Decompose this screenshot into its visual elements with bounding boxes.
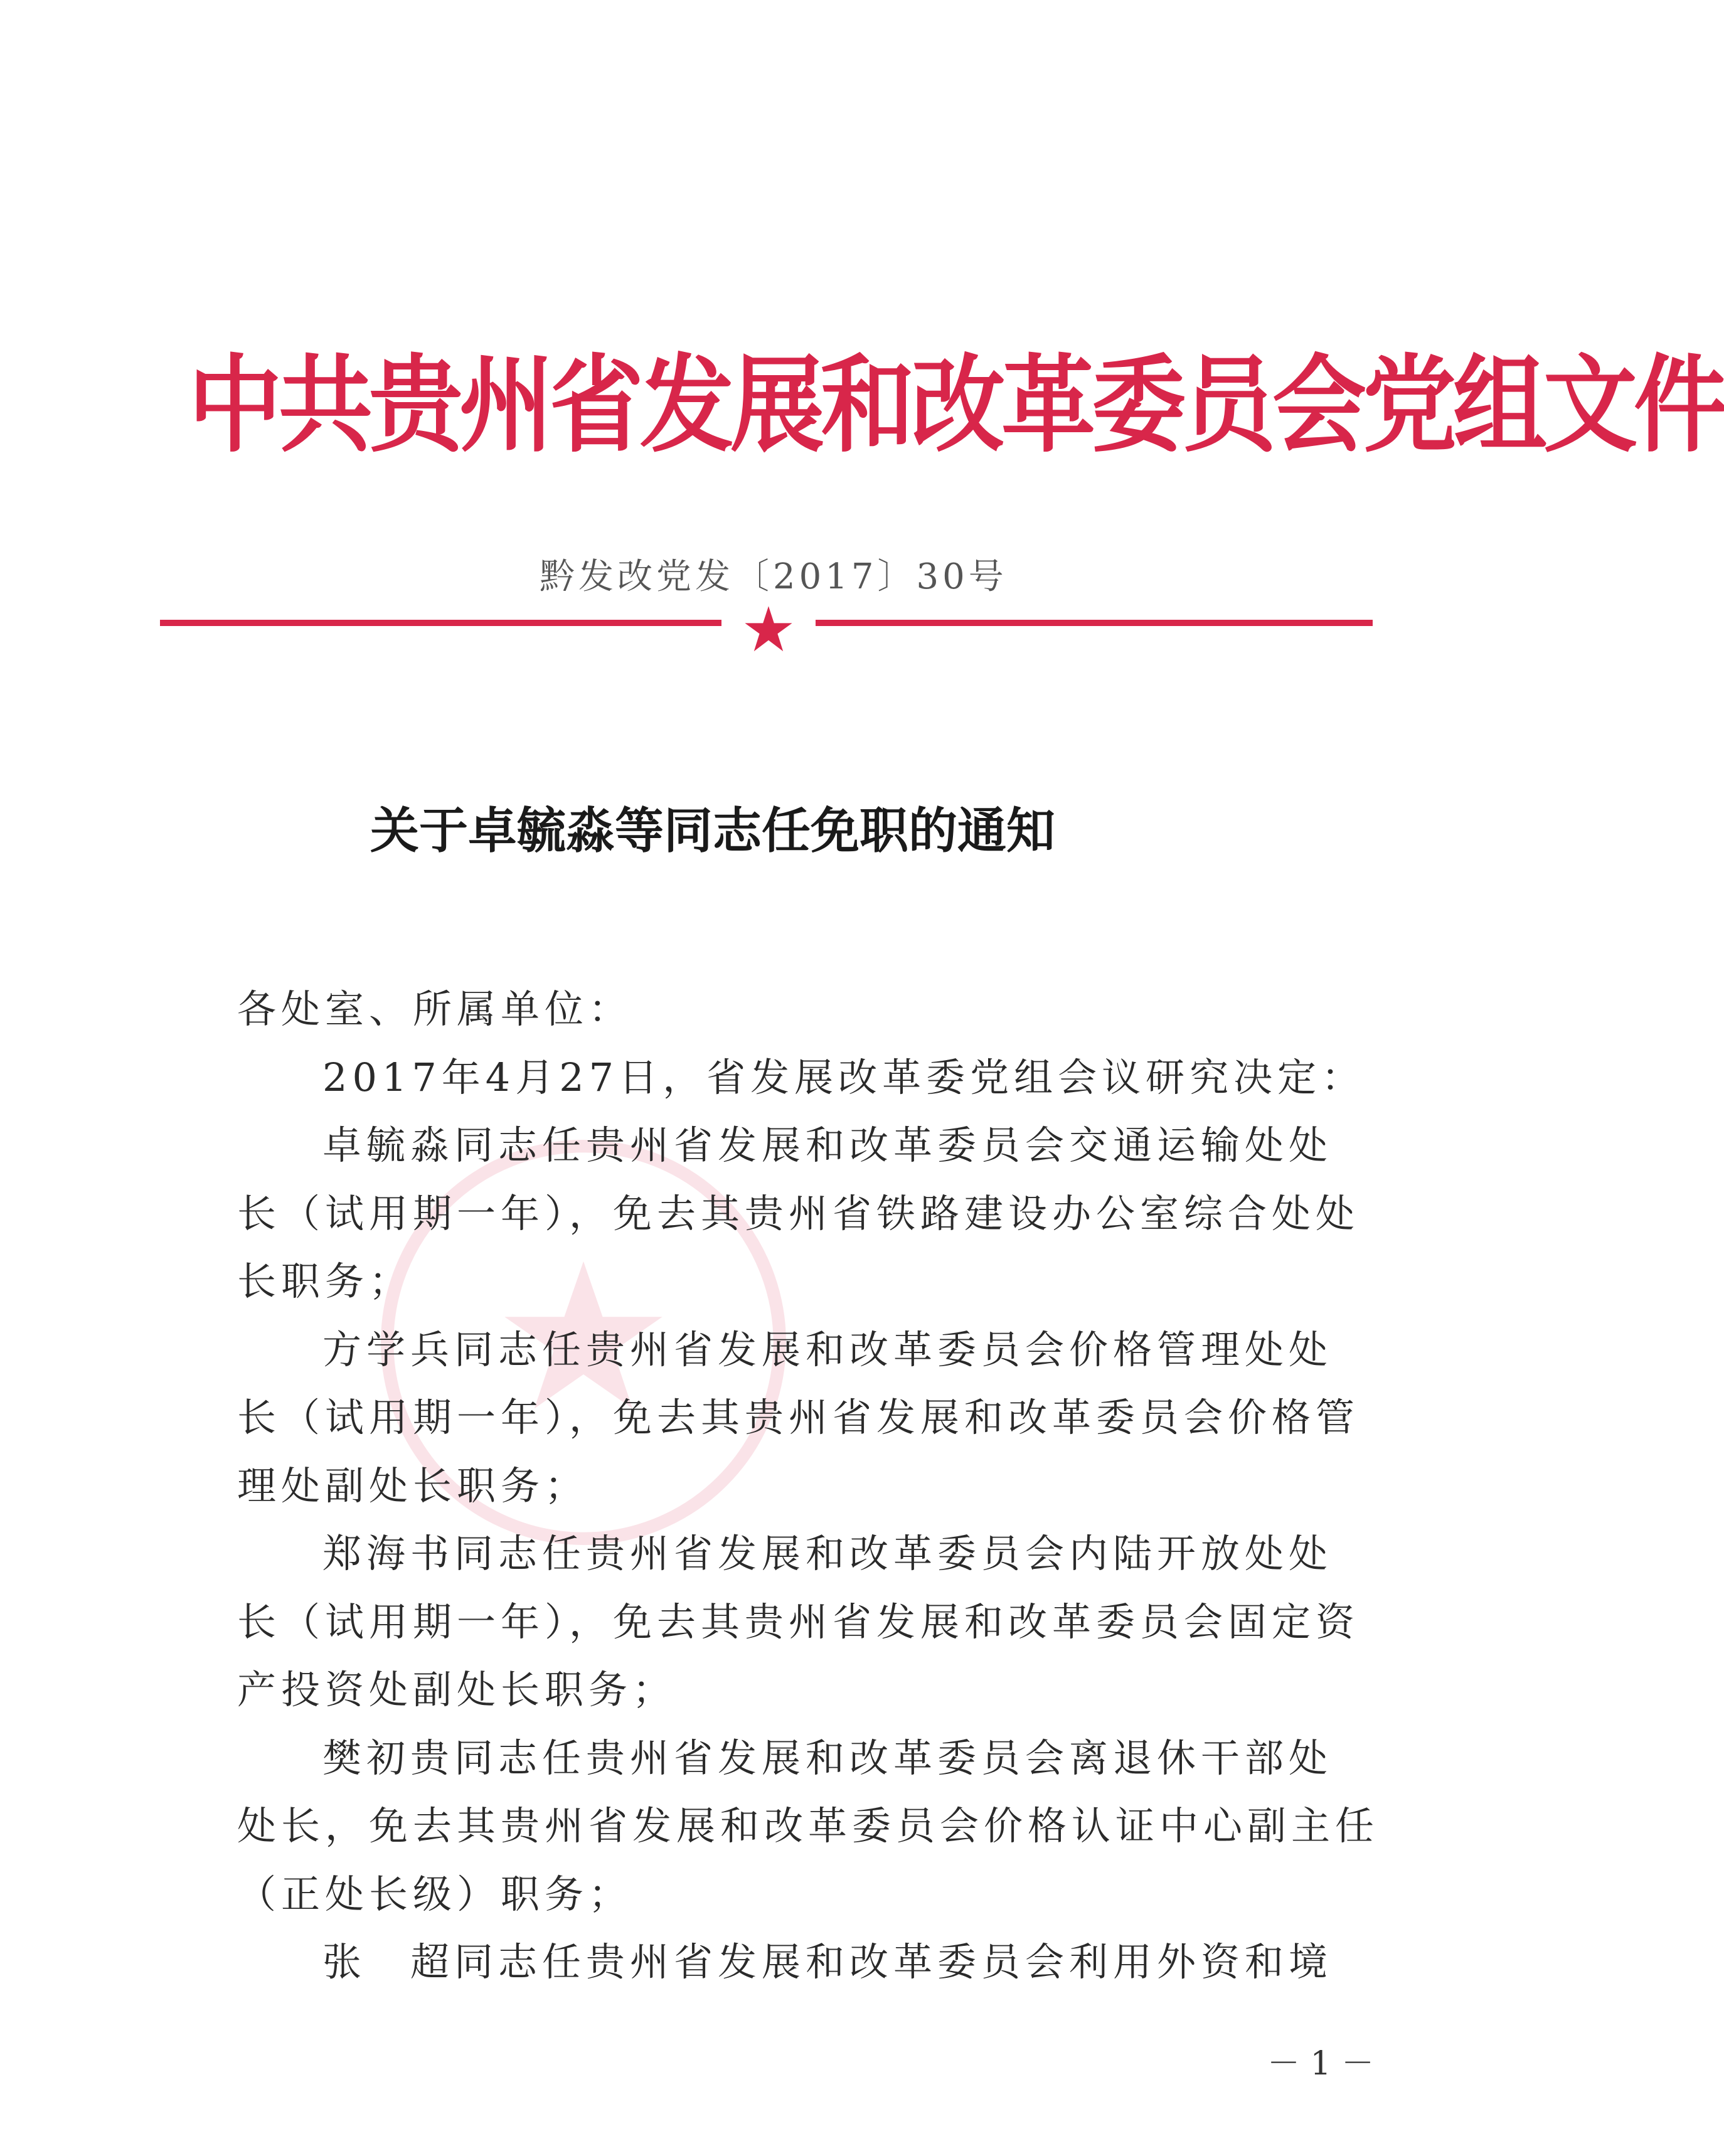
body-line: 2017年4月27日，省发展改革委党组会议研究决定： xyxy=(322,1054,1366,1100)
body-line: 樊初贵同志任贵州省发展和改革委员会离退休干部处 xyxy=(322,1734,1333,1781)
body-line: 处长，免去其贵州省发展和改革委员会价格认证中心副主任 xyxy=(237,1803,1380,1849)
page-number: － 1 － xyxy=(1267,2045,1375,2083)
body-line: 理处副处长职务； xyxy=(237,1462,589,1509)
body-line: 各处室、所属单位： xyxy=(237,986,633,1032)
notice-title: 关于卓毓淼等同志任免职的通知 xyxy=(370,802,1056,859)
document-number: 黔发改党发〔2017〕30号 xyxy=(540,556,1008,597)
body-line: 长（试用期一年），免去其贵州省发展和改革委员会价格管 xyxy=(237,1394,1360,1440)
body-line: 郑海书同志任贵州省发展和改革委员会内陆开放处处 xyxy=(322,1531,1333,1576)
org-header-title: 中共贵州省发展和改革委员会党组文件 xyxy=(188,344,1724,467)
red-star-icon xyxy=(743,604,794,654)
body-line: （正处长级）职务； xyxy=(237,1871,633,1917)
body-line: 产投资处副处长职务； xyxy=(237,1667,677,1713)
body-line: 卓毓淼同志任贵州省发展和改革委员会交通运输处处 xyxy=(322,1122,1333,1168)
header-divider-left xyxy=(160,620,721,626)
body-line: 长职务； xyxy=(237,1258,413,1304)
header-divider-right xyxy=(816,620,1373,626)
body-line: 张 超同志任贵州省发展和改革委员会利用外资和境 xyxy=(322,1939,1333,1985)
body-line: 长（试用期一年），免去其贵州省发展和改革委员会固定资 xyxy=(237,1598,1360,1645)
notice-body xyxy=(237,975,1380,1997)
body-line: 长（试用期一年），免去其贵州省铁路建设办公室综合处处 xyxy=(237,1190,1360,1236)
body-line: 方学兵同志任贵州省发展和改革委员会价格管理处处 xyxy=(322,1326,1333,1373)
